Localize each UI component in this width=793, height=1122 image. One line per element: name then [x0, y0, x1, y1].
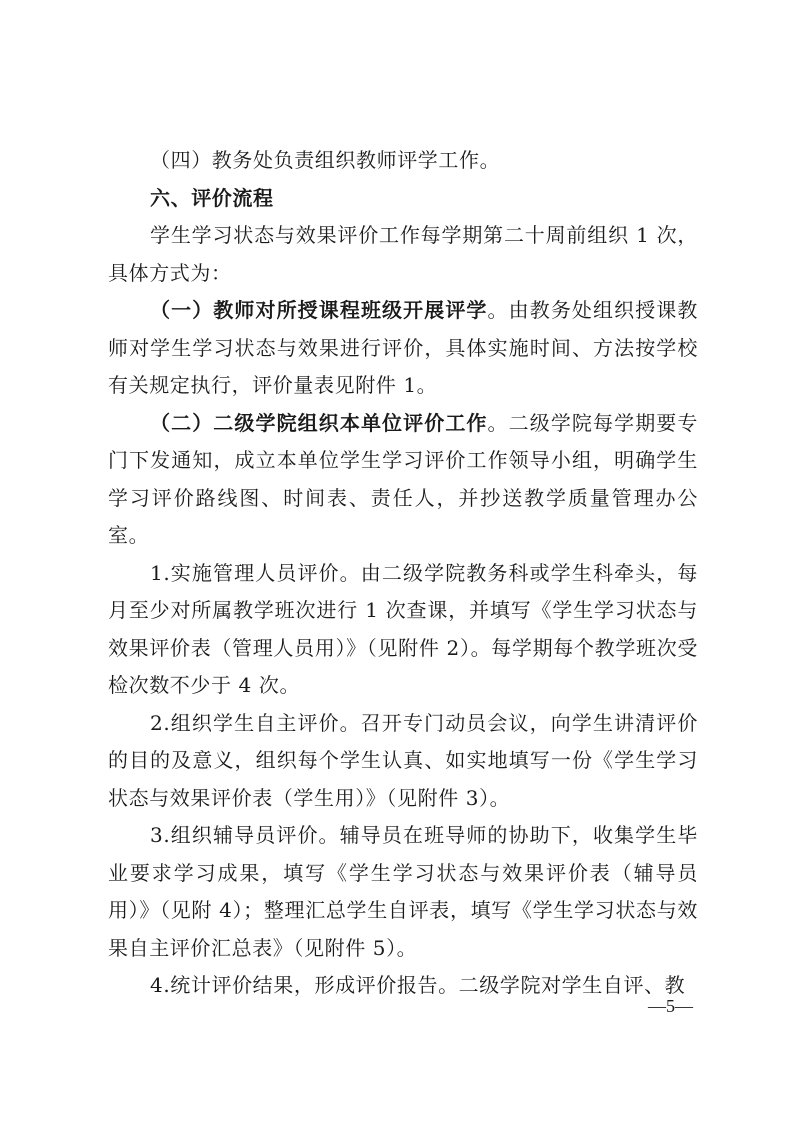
paragraph-lead: （一）教师对所授课程班级开展评学 — [150, 298, 488, 322]
paragraph-text: 2.组织学生自主评价。召开专门动员会议，向学生讲清评价的目的及意义，组织每个学生认真、如实地填写一份《学生学习状态与效果评价表（学生用）》（见附件 3）。 — [108, 710, 698, 810]
paragraph-counselor-evaluation — [108, 817, 698, 967]
paragraph-text: 3.组织辅导员评价。辅导员在班导师的协助下，收集学生毕业要求学习成果，填写《学生学习状态与效果评价表（辅导员用）》（见附 4）；整理汇总学生自评表，填写《学生学习状态与效果自主评价汇总表》（见附件 5）。 — [108, 823, 698, 960]
paragraph-student-self-evaluation — [108, 705, 698, 818]
paragraph-teacher-evaluation — [108, 292, 698, 405]
paragraph-text: 学生学习状态与效果评价工作每学期第二十周前组织 1 次，具体方式为： — [108, 223, 698, 285]
paragraph-teaching-affairs — [108, 142, 698, 180]
page-number: —5— — [648, 996, 693, 1016]
paragraph-text: 。由教务处组织授课教师对学生学习状态与效果进行评价，具体实施时间、方法按学校有关规定执行，评价量表见附件 1。 — [108, 298, 698, 397]
paragraph-text: 4.统计评价结果，形成评价报告。二级学院对学生自评、教 — [150, 973, 686, 997]
paragraph-evaluation-schedule — [108, 217, 698, 292]
paragraph-college-evaluation — [108, 405, 698, 555]
section-heading-evaluation-process — [108, 180, 698, 218]
paragraph-statistics-report — [108, 967, 698, 1005]
paragraph-text: 1.实施管理人员评价。由二级学院教务科或学生科牵头，每月至少对所属教学班次进行 1 次查课，并填写《学生学习状态与效果评价表（管理人员用）》（见附件 2）。每学期每个教学班次受检次数不少于 4 次。 — [108, 560, 698, 697]
paragraph-manager-evaluation — [108, 555, 698, 705]
paragraph-lead: （二）二级学院组织本单位评价工作 — [150, 410, 488, 435]
heading-text: 六、评价流程 — [150, 185, 274, 210]
paragraph-text: 。二级学院每学期要专门下发通知，成立本单位学生学习评价工作领导小组，明确学生学习评价路线图、时间表、责任人，并抄送教学质量管理办公室。 — [108, 410, 698, 547]
document-body — [108, 142, 698, 1005]
paragraph-text: （四）教务处负责组织教师评学工作。 — [150, 148, 501, 172]
